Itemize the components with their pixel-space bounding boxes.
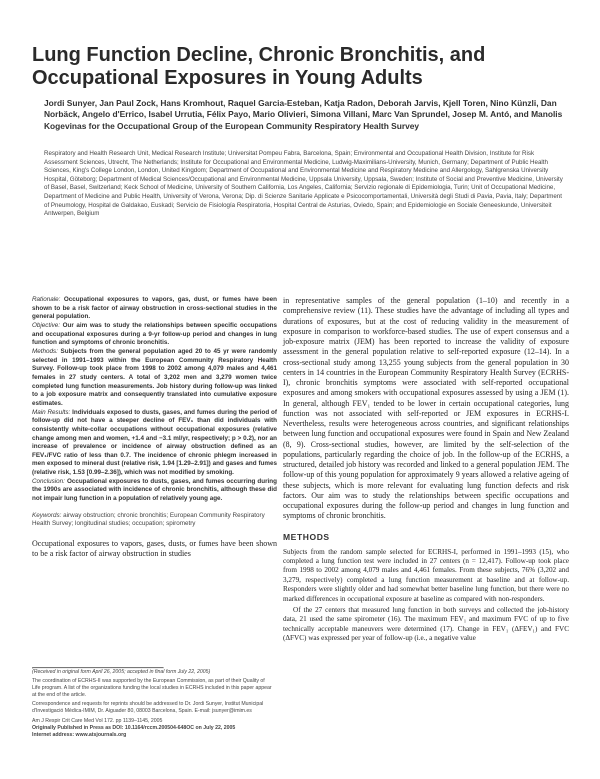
objective-label: Objective: xyxy=(32,321,60,329)
article-title: Lung Function Decline, Chronic Bronchitis, and Occupational Exposures in Young Adults xyxy=(32,44,486,89)
author-list: Jordi Sunyer, Jan Paul Zock, Hans Kromhout, Raquel Garcia-Esteban, Katja Radon, Deborah Jarvis, Kjell Toren, Nino Künzli, Dan Norbäck, Angelo d'Errico, Isabel Urrutia, Félix Payo, Mario Olivieri, Simona Villani, Marc Van Sprundel, Josep M. Antó, and Manolis Kogevinas for the Occupational Group of the European Community Respiratory Health Survey xyxy=(44,98,563,131)
methods-summary: Subjects from the general population aged 20 to 45 yr were randomly selected in 1991–1993 within the European Community Respiratory Health Survey. Follow-up took place from 1998 to 2002 among 4,079 males and 4,461 females in 27 study centers. A total of 3,202 men and 3,279 women twice completed lung function measurements. Job history during follow-up was linked to a job exposure matrix and consequently translated into cumulative exposure estimates. xyxy=(32,347,277,407)
received-note: (Received in original form April 26, 2005; accepted in final form July 22, 2005) xyxy=(32,669,211,675)
left-column xyxy=(32,296,277,568)
conclusion-label: Conclusion: xyxy=(32,477,65,485)
methods-label: Methods: xyxy=(32,347,58,355)
conclusion-text: Occupational exposures to dusts, gases, and fumes occurring during the 1990s are associated with incidence of chronic bronchitis, although these did not impair lung function in a population of relatively young age. xyxy=(32,477,278,503)
abstract xyxy=(32,296,277,504)
methods-paragraph-2: Of the 27 centers that measured lung function in both surveys and collected the job-history data, 21 used the same spirometer (16). The maximum FEV₁ and maximum FVC of up to five technically acceptable maneuvers were determined (17). Change in FEV₁ (ΔFEV₁) and FVC (ΔFVC) was expressed per year of follow-up (i.e., a negative value xyxy=(283,605,569,643)
objective-text: Our aim was to study the relationships between specific occupations and occupational exposures during a 9-yr follow-up period and changes in lung function and symptoms of chronic bronchitis. xyxy=(32,321,278,347)
keywords xyxy=(32,512,277,529)
doi-note: Originally Published in Press as DOI: 10.1164/rccm.200504-648OC on July 22, 2005 xyxy=(32,724,236,731)
methods-paragraph-1: Subjects from the random sample selected for ECRHS-I, performed in 1991–1993 (15), who completed a lung function test were included in 27 centers (n = 12,417). Follow-up took place from 1998 to 2002 among 4,079 males and 4,461 females. From these subjects, 76% (3,202 and 3,279, respectively) completed a lung function measurement at baseline and at follow-up. Responders were slightly older and had somewhat better baseline lung function, but there were no marked differences in occupational exposure at baseline as compared with non-responders. xyxy=(283,547,569,603)
intro-continued: in representative samples of the general population (1–10) and recently in a comprehensive review (11). These studies have the advantage of including all types and durations of exposures, but at the cost of reducing validity in the measurement of exposure in comparison to workforce-based studies. The use of expert consensus and a job-exposure matrix (JEM) has been reported to increase the validity of exposure assessment in the general population relative to self-reported exposure (12–14). In a cross-sectional study among 13,255 young subjects from the general population in 30 centers in 14 countries in the European Community Respiratory Health Survey (ECRHS-I), chronic bronchitis symptoms were associated with self-reported occupational exposures and among smokers with occupational exposures assessed by using a JEM (1). In general, although FEV₁ tended to be lower in certain occupational categories, lung function was not associated with self-reported or JEM exposures in ECRHS-I. Nevertheless, results were heterogeneous across countries, and significant relationships between lung function and occupational exposures were found in Spain and New Zealand (8, 9). Cross-sectional studies, however, are limited by the self-selection of the populations, particularly regarding the choice of job. In the follow-up of the ECRHS, a structured, detailed job history was recorded and linked to a general population JEM. The follow-up of this young population for approximately 9 years allowed a relative ageing of these subjects, which is more relevant for evaluating lung function defects and risk factors. Our aim was to study the relationships between specific occupations and occupational exposures during the follow-up period and changes in lung function and symptoms of chronic bronchitis. xyxy=(283,296,569,521)
abstract-objective xyxy=(32,322,277,348)
results-label: Main Results: xyxy=(32,408,71,416)
rationale-label: Rationale: xyxy=(32,296,61,303)
keywords-label: Keywords: xyxy=(32,511,62,519)
affiliations: Respiratory and Health Research Unit, Medical Research Institute; Universitat Pompeu Fabra, Barcelona, Spain; Environmental and Occupational Health Division, Institute for Risk Assessment Sciences, Utrecht, The Netherlands; Institute for Occupational and Environmental Medicine, Ludwig-Maximilians-University, Munich, Germany; Department of Public Health Sciences, King's College London, London, United Kingdom; Department of Occupational and Environmental Medicine and Respiratory Medicine and Allergology, Sahlgrenska University Hospital, Göteborg; Department of Medical Sciences/Occupational and Environmental Medicine, Uppsala University, Uppsala, Sweden; Institute of Social and Preventive Medicine, University of Basel, Basel, Switzerland; Keck School of Medicine, University of Southern California, Los Angeles, California; Servizio regionale di Epidemiologia, Turin; Unit of Occupational Medicine, Department of Medicine and Public Health, University of Verona, Verona; Dip. di Scienze Sanitarie Applicate e Psicocomportamentali, Università degli Studi di Pavia, Pavia, Italy; Department of Pneumology, Hospital de Galdakao, Euskadi; Servicio de Fisiología Respiratoria, Hospital Central de Asturias, Oviedo, Spain; and Epidemiologie en Sociale Geneeskunde, Universiteit Antwerpen, Belgium xyxy=(44,150,563,218)
results-text: Individuals exposed to dusts, gases, and fumes during the period of follow-up did not have a steeper decline of FEV₁ than did individuals with consistently white-collar occupations without occupational exposures (relative change among men and women, +1.4 and −3.1 ml/yr, respectively; p > 0.2), nor an increase of prevalence or incidence of airway obstruction defined as an FEV₁/FVC ratio of less than 0.7. The incidence of chronic phlegm increased in men exposed to mineral dust (relative risk, 1.94 [1.29–2.91]) and gases and fumes (relative risk, 1.53 [0.99–2.36]), which was not modified by smoking. xyxy=(32,408,277,477)
support-note: The coordination of ECRHS-II was supported by the European Commission, as part of their Quality of Life program. A list of the organizations funding the local studies in ECRHS included in this paper appear at the end of the article. xyxy=(32,678,272,699)
footnotes xyxy=(32,667,272,739)
intro-paragraph: Occupational exposures to vapors, gases, dusts, or fumes have been shown to be a risk factor of airway obstruction in studies xyxy=(32,538,277,559)
abstract-conclusion xyxy=(32,478,277,504)
internet-address: Internet address: www.atsjournals.org xyxy=(32,731,127,738)
right-column xyxy=(283,296,569,644)
abstract-rationale xyxy=(32,296,277,322)
abstract-methods xyxy=(32,348,277,409)
correspondence-note: Correspondence and requests for reprints should be addressed to Dr. Jordi Sunyer, Institut Municipal d'Investigació Mèdica-IMIM, Dr. Aiguader 80, 08003 Barcelona, Spain. E-mail: jsunyer@imim.es xyxy=(32,701,264,715)
rationale-text: Occupational exposures to vapors, gas, dust, or fumes have been shown to be a risk factor of airway obstruction in cross-sectional studies in the general population. xyxy=(32,296,278,321)
methods-heading: METHODS xyxy=(283,531,330,542)
journal-citation: Am J Respir Crit Care Med Vol 172. pp 1139–1145, 2005 xyxy=(32,717,163,724)
keywords-text: airway obstruction; chronic bronchitis; European Community Respiratory Health Survey; longitudinal studies; occupation; spirometry xyxy=(32,511,265,528)
abstract-results xyxy=(32,409,277,478)
